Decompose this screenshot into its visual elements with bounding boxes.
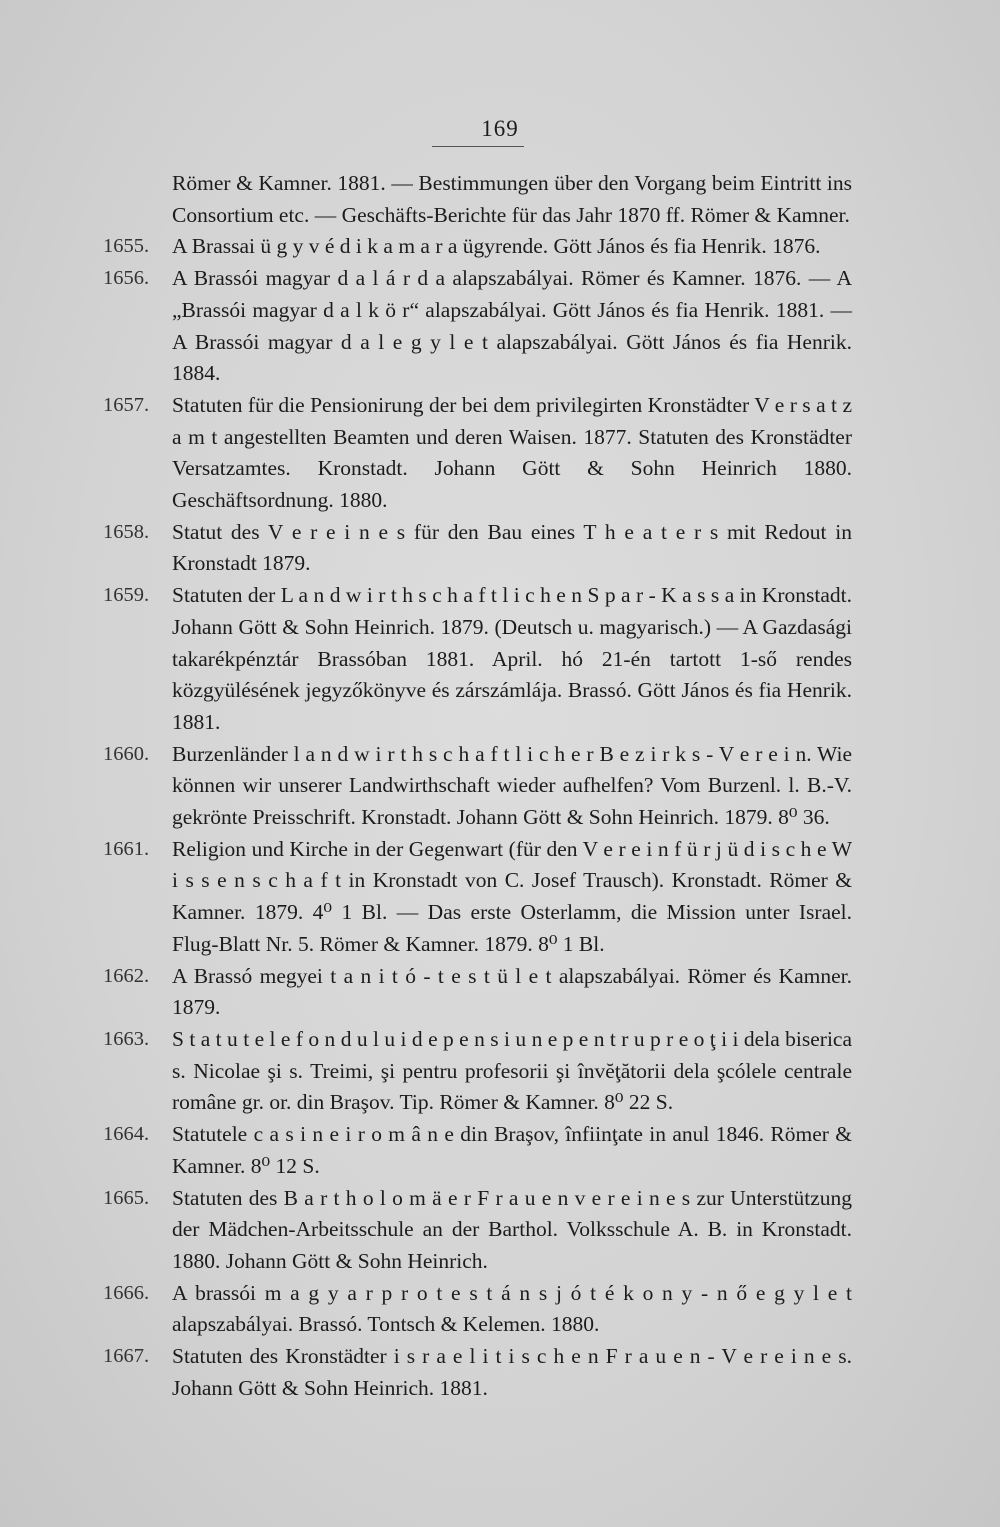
entry-1655	[0, 231, 1000, 263]
entry-number: 1655.	[103, 235, 150, 258]
entry-text: A Brassó megyei t a n i t ó - t e s t ü l e t alapszabályai. Römer és Kamner. 1879.	[172, 963, 852, 1020]
entry-1662	[0, 961, 1000, 1024]
page-number: 169	[481, 116, 519, 141]
entry-number: 1662.	[103, 964, 150, 987]
entry-1665	[0, 1183, 1000, 1278]
entry-text: Statuten des Kronstädter i s r a e l i t i s c h e n F r a u e n - V e r e i n e s. Johann Gött & Sohn Heinrich. 1881.	[172, 1344, 852, 1400]
entry-1659	[0, 580, 1000, 739]
entry-text: Römer & Kamner. 1881. — Bestimmungen über den Vorgang beim Eintritt ins Consortium etc. — Geschäfts-Berichte für das Jahr 1870 ff. Römer & Kamner.	[172, 171, 852, 227]
entry-1664	[0, 1119, 1000, 1182]
entry-1657	[0, 390, 1000, 517]
entry-text: A Brassói magyar d a l á r d a alapszabályai. Römer és Kamner. 1876. — A „Brassói magyar d a l k ö r“ alapszabályai. Gött János és fia Henrik. 1881. — A Brassói magyar d a l e g y l e t alapszabályai. Gött János és fia Henrik. 1884.	[172, 266, 852, 386]
entry-number: 1664.	[103, 1123, 150, 1146]
entry-1660	[0, 739, 1000, 834]
entry-number: 1656.	[103, 267, 150, 290]
entry-text: Burzenländer l a n d w i r t h s c h a f t l i c h e r B e z i r k s - V e r e i n. Wie können wir unserer Landwirthschaft wieder aufhelfen? Vom Burzenl. l. B.-V. gekrönte Preisschrift. Kronstadt. Johann Gött & Sohn Heinrich. 1879. 8⁰ 36.	[172, 741, 852, 830]
entry-text: Statutele c a s i n e i r o m â n e din Braşov, înfiinţate in anul 1846. Römer & Kamner. 8⁰ 12 S.	[172, 1122, 852, 1178]
entry-continued	[0, 168, 1000, 231]
entry-text: Statuten der L a n d w i r t h s c h a f t l i c h e n S p a r - K a s s a in Kronstadt. Johann Gött & Sohn Heinrich. 1879. (Deutsch u. magyarisch.) — A Gazdasági takarékpénztár Brassóban 1881. April. hó 21-én tartott 1-ső rendes közgyülésének jegyzőkönyve és zárszámlája. Brassó. Gött János és fia Henrik. 1881.	[172, 583, 852, 734]
entry-number: 1666.	[103, 1281, 150, 1304]
entry-1656	[0, 263, 1000, 390]
entry-text: S t a t u t e l e f o n d u l u i d e p e n s i u n e p e n t r u p r e o ţ i i dela biserica s. Nicolae şi s. Treimi, şi pentru profesorii şi învĕţătorii dela şcólele centrale române gr. or. din Braşov. Tip. Römer & Kamner. 8⁰ 22 S.	[172, 1026, 852, 1115]
entry-number: 1659.	[103, 584, 150, 607]
entry-number: 1665.	[103, 1186, 150, 1209]
entry-1658	[0, 517, 1000, 580]
entry-1661	[0, 834, 1000, 961]
entry-1666	[0, 1278, 1000, 1341]
entry-text: A Brassai ü g y v é d i k a m a r a ügyrende. Gött János és fia Henrik. 1876.	[172, 234, 821, 259]
entry-number: 1658.	[103, 520, 150, 543]
page-number-rule	[432, 146, 524, 147]
bibliography-entries	[0, 168, 1000, 1404]
entry-1663	[0, 1024, 1000, 1119]
entry-text: Statuten des B a r t h o l o m ä e r F r a u e n v e r e i n e s zur Unterstützung der Mädchen-Arbeitsschule an der Barthol. Volksschule A. B. in Kronstadt. 1880. Johann Gött & Sohn Heinrich.	[172, 1185, 852, 1273]
entry-text: Statut des V e r e i n e s für den Bau eines T h e a t e r s mit Redout in Kronstadt 1879.	[172, 519, 852, 576]
entry-number: 1661.	[103, 837, 150, 860]
entry-text: Religion und Kirche in der Gegenwart (für den V e r e i n f ü r j ü d i s c h e W i s s e n s c h a f t in Kronstadt von C. Josef Trausch). Kronstadt. Römer & Kamner. 1879. 4⁰ 1 Bl. — Das erste Osterlamm, die Mission unter Israel. Flug-Blatt Nr. 5. Römer & Kamner. 1879. 8⁰ 1 Bl.	[172, 836, 852, 956]
entry-1667	[0, 1341, 1000, 1404]
entry-number: 1657.	[103, 393, 150, 416]
entry-number: 1667.	[103, 1345, 150, 1368]
entry-number: 1663.	[103, 1027, 150, 1050]
entry-text: Statuten für die Pensionirung der bei dem privilegirten Kronstädter V e r s a t z a m t angestellten Beamten und deren Waisen. 1877. Statuten des Kronstädter Versatzamtes. Kronstadt. Johann Gött & Sohn Heinrich 1880. Geschäftsordnung. 1880.	[172, 392, 852, 513]
entry-text: A brassói m a g y a r p r o t e s t á n s j ó t é k o n y - n ő e g y l e t alapszabályai. Brassó. Tontsch & Kelemen. 1880.	[172, 1280, 852, 1337]
entry-number: 1660.	[103, 742, 150, 765]
